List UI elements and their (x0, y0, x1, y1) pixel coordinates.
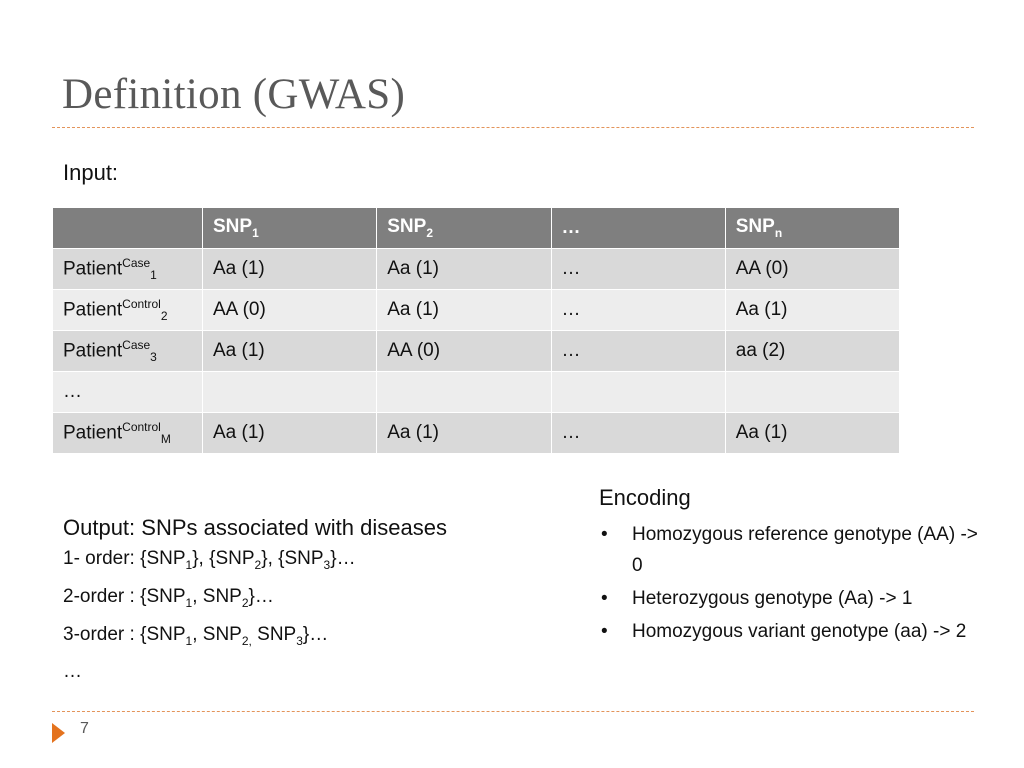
table-row (53, 290, 900, 331)
input-label: Input: (63, 160, 119, 185)
table-cell: … (551, 249, 725, 290)
table-row (53, 331, 900, 372)
bullet-icon: • (601, 524, 608, 545)
triangle-arrow-icon (52, 723, 65, 743)
table-cell: … (551, 331, 725, 372)
table-cell: AA (0) (725, 249, 899, 290)
header-cell-empty (53, 208, 203, 249)
row-label: Patient$^{Control}_2$ (53, 290, 203, 331)
table-cell: … (551, 290, 725, 331)
genotype-table (52, 207, 900, 454)
order-line-3: 3-order : {$SNP_1$, $SNP_{2,}$ $SNP_3\}\dots$ (63, 623, 329, 648)
page-number: 7 (80, 720, 89, 737)
table-cell: Aa (1) (377, 290, 551, 331)
encoding-section (599, 485, 989, 649)
table-cell: Aa (1) (725, 413, 899, 454)
table-row (53, 249, 900, 290)
table-cell: Aa (1) (725, 290, 899, 331)
encoding-title: Encoding (599, 485, 691, 510)
table-cell (203, 372, 377, 413)
table-cell (725, 372, 899, 413)
row-label: Patient$^{Case}_3$ (53, 331, 203, 372)
list-item: • Heterozygous genotype (Aa) -> 1 (599, 583, 989, 614)
title-divider (52, 127, 974, 128)
table-cell (377, 372, 551, 413)
bullet-icon: • (601, 621, 608, 642)
table-row (53, 372, 900, 413)
table-cell: aa (2) (725, 331, 899, 372)
output-title: Output: SNPs associated with diseases (63, 515, 447, 540)
row-label: Patient$^{Case}_1$ (53, 249, 203, 290)
list-item: • Homozygous reference genotype (AA) -> 0 (599, 519, 989, 581)
header-cell-snp2: $SNP_2$ (377, 208, 551, 249)
table-cell: Aa (1) (203, 331, 377, 372)
output-section (63, 512, 447, 687)
bullet-icon: • (601, 588, 608, 609)
header-cell-snpn: $SNP_n$ (725, 208, 899, 249)
table-cell: AA (0) (377, 331, 551, 372)
table-row (53, 413, 900, 454)
table-cell: Aa (1) (203, 413, 377, 454)
table-cell (551, 372, 725, 413)
order-line-2: 2-order : {$SNP_1$, $SNP_2\}\dots$ (63, 585, 274, 610)
table-header-row (53, 208, 900, 249)
table-cell: Aa (1) (377, 249, 551, 290)
table-cell: Aa (1) (203, 249, 377, 290)
list-item: • Homozygous variant genotype (aa) -> 2 (599, 616, 989, 647)
header-cell-ellipsis: … (551, 208, 725, 249)
table-cell: Aa (1) (377, 413, 551, 454)
order-line-ellipsis: … (63, 661, 82, 683)
table-cell: AA (0) (203, 290, 377, 331)
row-label: Patient$^{Control}_M$ (53, 413, 203, 454)
order-line-1: 1- order: $\{SNP_1\}$, $\{SNP_2\}$, $\{SNP_3\}\dots$ (63, 548, 356, 572)
footer-divider (52, 711, 974, 712)
encoding-list (599, 519, 989, 647)
header-cell-snp1: $SNP_1$ (203, 208, 377, 249)
row-label: … (53, 372, 203, 413)
table-cell: … (551, 413, 725, 454)
slide-title: Definition (GWAS) (62, 71, 406, 118)
